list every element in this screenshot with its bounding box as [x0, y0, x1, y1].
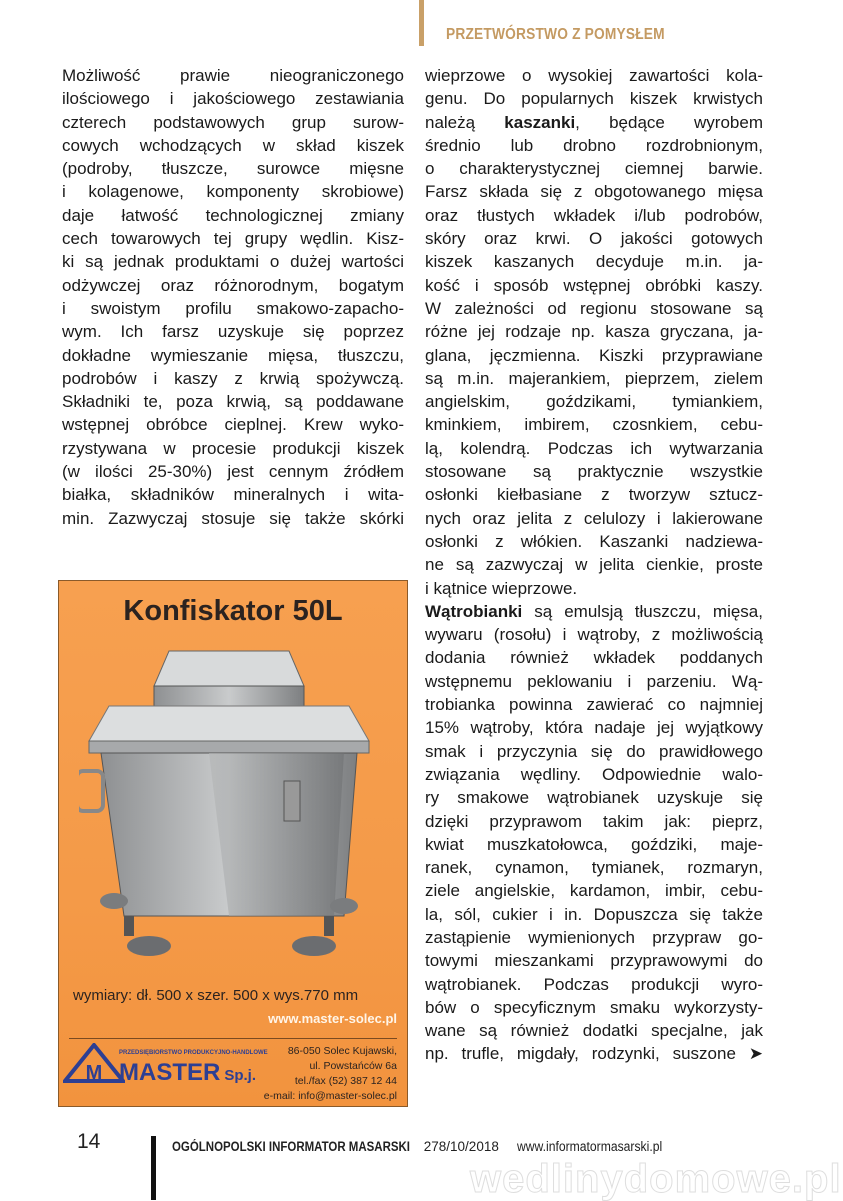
text-segment: bów o specyficznym smaku wykorzysty-	[425, 997, 763, 1017]
text-line	[425, 180, 763, 203]
text-line	[425, 390, 763, 413]
text-line	[425, 437, 763, 460]
text-segment: towymi mieszankami przyprawowymi do	[425, 951, 763, 971]
header-accent-bar	[419, 0, 424, 46]
text-line	[425, 833, 763, 856]
page-number: 14	[77, 1130, 101, 1153]
text-segment: ne są zazwyczaj w jelita cienkie, proste	[425, 555, 763, 575]
stainless-bin-image	[79, 641, 389, 981]
text-segment: W zależności od regionu stosowane są	[425, 298, 763, 318]
text-segment: genu. Do popularnych kiszek krwistych	[425, 89, 763, 109]
magazine-name: OGÓLNOPOLSKI INFORMATOR MASARSKI	[172, 1139, 410, 1154]
section-title: PRZETWÓRSTWO Z POMYSŁEM	[446, 26, 665, 43]
text-segment: są emulsją tłuszczu, mięsa,	[522, 601, 763, 621]
text-line	[425, 903, 763, 926]
left-text-column	[62, 64, 404, 530]
text-segment: osłonki kiełbasiane z tworzyw sztucz-	[425, 485, 763, 505]
text-segment: kminkiem, imbirem, czosnkiem, cebu-	[425, 415, 763, 435]
text-segment: dodania również wkładek poddanych	[425, 648, 763, 668]
text-line: odżywczej oraz różnorodnym, bogatym	[62, 275, 404, 295]
text-line: podrobów i kaszy z krwią spożywczą.	[62, 368, 404, 388]
text-line	[425, 134, 763, 157]
text-segment: oraz tłustych wkładek i/lub podrobów,	[425, 205, 763, 225]
text-segment: dzięki przyprawom takim jak: pieprz,	[425, 811, 763, 831]
text-line	[425, 973, 763, 996]
address-line: ul. Powstańców 6a	[309, 1060, 397, 1072]
text-segment: kiszek kaszanych decyduje m.in. ja-	[425, 252, 763, 272]
text-segment: kwiat muszkatołowca, goździki, maje-	[425, 834, 763, 854]
logo-letter: M	[85, 1062, 103, 1083]
text-segment: i kątnice wieprzowe.	[425, 578, 578, 598]
right-text-column	[425, 64, 763, 1066]
text-segment: wieprzowe o wysokiej zawartości kola-	[425, 66, 763, 85]
text-segment: la, sól, cukier i in. Dopuszcza się także	[425, 904, 763, 924]
text-segment: lą, kolendrą. Podczas ich wytwarzania	[425, 438, 763, 458]
text-segment: np. trufle, migdały, rodzynki, suszone ➤	[425, 1044, 763, 1064]
text-segment: Farsz składa się z obgotowanego mięsa	[425, 182, 763, 202]
text-line	[425, 227, 763, 250]
bold-term: kaszanki	[504, 112, 576, 132]
text-line: i swoistym profilu smakowo-zapacho-	[62, 298, 404, 318]
text-line	[425, 786, 763, 809]
text-line: i kolagenowe, komponenty skrobiowe)	[62, 182, 404, 202]
text-line	[425, 344, 763, 367]
bold-term: Wątrobianki	[425, 601, 523, 621]
text-segment: , będące wyrobem	[575, 112, 763, 132]
text-line: dokładne wymieszanie mięsa, tłuszczu,	[62, 345, 404, 365]
master-logo-icon	[63, 1043, 125, 1083]
text-line	[425, 577, 763, 600]
text-line: cowych wchodzących w skład kiszek	[62, 135, 404, 155]
phone: tel./fax (52) 387 12 44	[294, 1075, 397, 1087]
text-segment: kość i sposób wstępnej obróbki kaszy.	[425, 275, 763, 295]
text-line: (w ilości 25-30%) jest cennym źródłem	[62, 462, 404, 482]
text-line	[425, 1019, 763, 1042]
ad-website: www.master-solec.pl	[268, 1011, 397, 1026]
text-line	[425, 856, 763, 879]
text-line	[425, 996, 763, 1019]
text-line	[425, 157, 763, 180]
text-line	[425, 600, 763, 623]
text-segment: stosowane są praktycznie wszystkie	[425, 462, 763, 482]
text-line	[425, 367, 763, 390]
text-segment: średnio lub drobno rozdrobnionym,	[425, 135, 763, 155]
text-line	[425, 740, 763, 763]
text-segment: o charakterystycznej ciemnej barwie.	[425, 159, 763, 179]
text-line: daje łatwość technologicznej zmiany	[62, 205, 404, 225]
company-suffix: Sp.j.	[224, 1067, 257, 1084]
text-line	[425, 250, 763, 273]
text-segment: smak i przyczynia się do prawidłowego	[425, 741, 763, 761]
footer	[172, 1139, 678, 1155]
text-line	[425, 623, 763, 646]
magazine-url: www.informatormasarski.pl	[516, 1139, 662, 1154]
text-line	[425, 1042, 763, 1065]
text-segment: są m.in. majerankiem, pieprzem, zielem	[425, 368, 763, 388]
text-segment: wane są również dodatki specjalne, jak	[425, 1021, 763, 1041]
text-line	[425, 693, 763, 716]
text-line	[425, 460, 763, 483]
text-line	[425, 87, 763, 110]
text-line	[425, 553, 763, 576]
text-line: ilościowego i jakościowego zestawiania	[62, 89, 404, 109]
text-segment: osłonki z włókien. Kaszanki nadziewa-	[425, 531, 763, 551]
advertisement-konfiskator	[58, 580, 408, 1107]
text-line	[425, 646, 763, 669]
text-segment: ry smakowe wątrobianek uzyskuje się	[425, 788, 763, 808]
text-line: Możliwość prawie nieograniczonego	[62, 66, 404, 85]
text-line: cech towarowych tej grupy wędlin. Kisz-	[62, 229, 404, 249]
text-line	[425, 483, 763, 506]
text-line: (podroby, tłuszcze, surowce mięsne	[62, 159, 404, 179]
text-line: Składniki te, poza krwią, są poddawane	[62, 392, 404, 412]
watermark: wedlinydomowe.pl	[470, 1157, 842, 1201]
text-line: czterech podstawowych grup surow-	[62, 112, 404, 132]
text-segment: angielskim, goździkami, tymiankiem,	[425, 392, 763, 412]
text-line	[425, 670, 763, 693]
text-line: wym. Ich farsz uzyskuje się poprzez	[62, 322, 404, 342]
text-line	[425, 530, 763, 553]
text-segment: 15% wątroby, która nadaje jej wyjątkowy	[425, 718, 763, 738]
text-line	[425, 763, 763, 786]
text-line	[425, 111, 763, 134]
text-line	[425, 274, 763, 297]
issue-number: 278/10/2018	[423, 1139, 499, 1154]
text-line	[425, 716, 763, 739]
text-line: ki są jednak produktami o dużej wartości	[62, 252, 404, 272]
footer-bar	[151, 1136, 156, 1200]
text-line: wstępnej obróbce cieplnej. Krew wyko-	[62, 415, 404, 435]
text-segment: należą	[425, 112, 505, 132]
text-segment: ziele angielskie, kardamon, imbir, cebu-	[425, 881, 763, 901]
text-line	[425, 297, 763, 320]
text-segment: wątrobianek. Podczas produkcji wyro-	[425, 974, 763, 994]
text-line	[425, 507, 763, 530]
text-line	[425, 413, 763, 436]
text-segment: ranek, cynamon, tymianek, rozmaryn,	[425, 858, 763, 878]
text-line	[425, 204, 763, 227]
text-segment: zastąpienie wymienionych przypraw go-	[425, 927, 763, 947]
email: e-mail: info@master-solec.pl	[263, 1090, 397, 1102]
ad-dimensions: wymiary: dł. 500 x szer. 500 x wys.770 mm	[73, 987, 359, 1004]
text-line: białka, składników mineralnych i wita-	[62, 485, 404, 505]
text-segment: wywaru (rosołu) i wątroby, z możliwością	[425, 625, 763, 645]
text-line: rzystywana w procesie produkcji kiszek	[62, 438, 404, 458]
text-line	[425, 949, 763, 972]
text-segment: trobianka powinna zawierać co najmniej	[425, 695, 763, 715]
text-segment: wstępnemu peklowaniu i parzeniu. Wą-	[425, 671, 763, 691]
company-address	[264, 1044, 397, 1104]
text-line	[425, 926, 763, 949]
text-segment: różne jej rodzaje np. kasza gryczana, ja-	[425, 322, 763, 342]
company-name-text: MASTER	[119, 1059, 221, 1086]
company-type: PRZEDSIĘBIORSTWO PRODUKCYJNO-HANDLOWE	[119, 1050, 268, 1056]
text-line: min. Zazwyczaj stosuje się także skórki	[62, 508, 404, 528]
text-line	[425, 320, 763, 343]
text-segment: związania wędliny. Odpowiednie walo-	[425, 764, 763, 784]
company-name	[119, 1059, 256, 1090]
text-segment: skóry oraz krwi. O jakości gotowych	[425, 229, 763, 249]
text-line	[425, 879, 763, 902]
text-line	[425, 810, 763, 833]
ad-divider	[69, 1038, 397, 1039]
ad-title: Konfiskator 50L	[123, 595, 343, 627]
text-line	[425, 64, 763, 87]
address-line: 86-050 Solec Kujawski,	[287, 1045, 397, 1057]
text-segment: glana, jęczmienna. Kiszki przyprawiane	[425, 345, 763, 365]
text-segment: nych oraz jelita z celulozy i lakierowane	[425, 508, 763, 528]
